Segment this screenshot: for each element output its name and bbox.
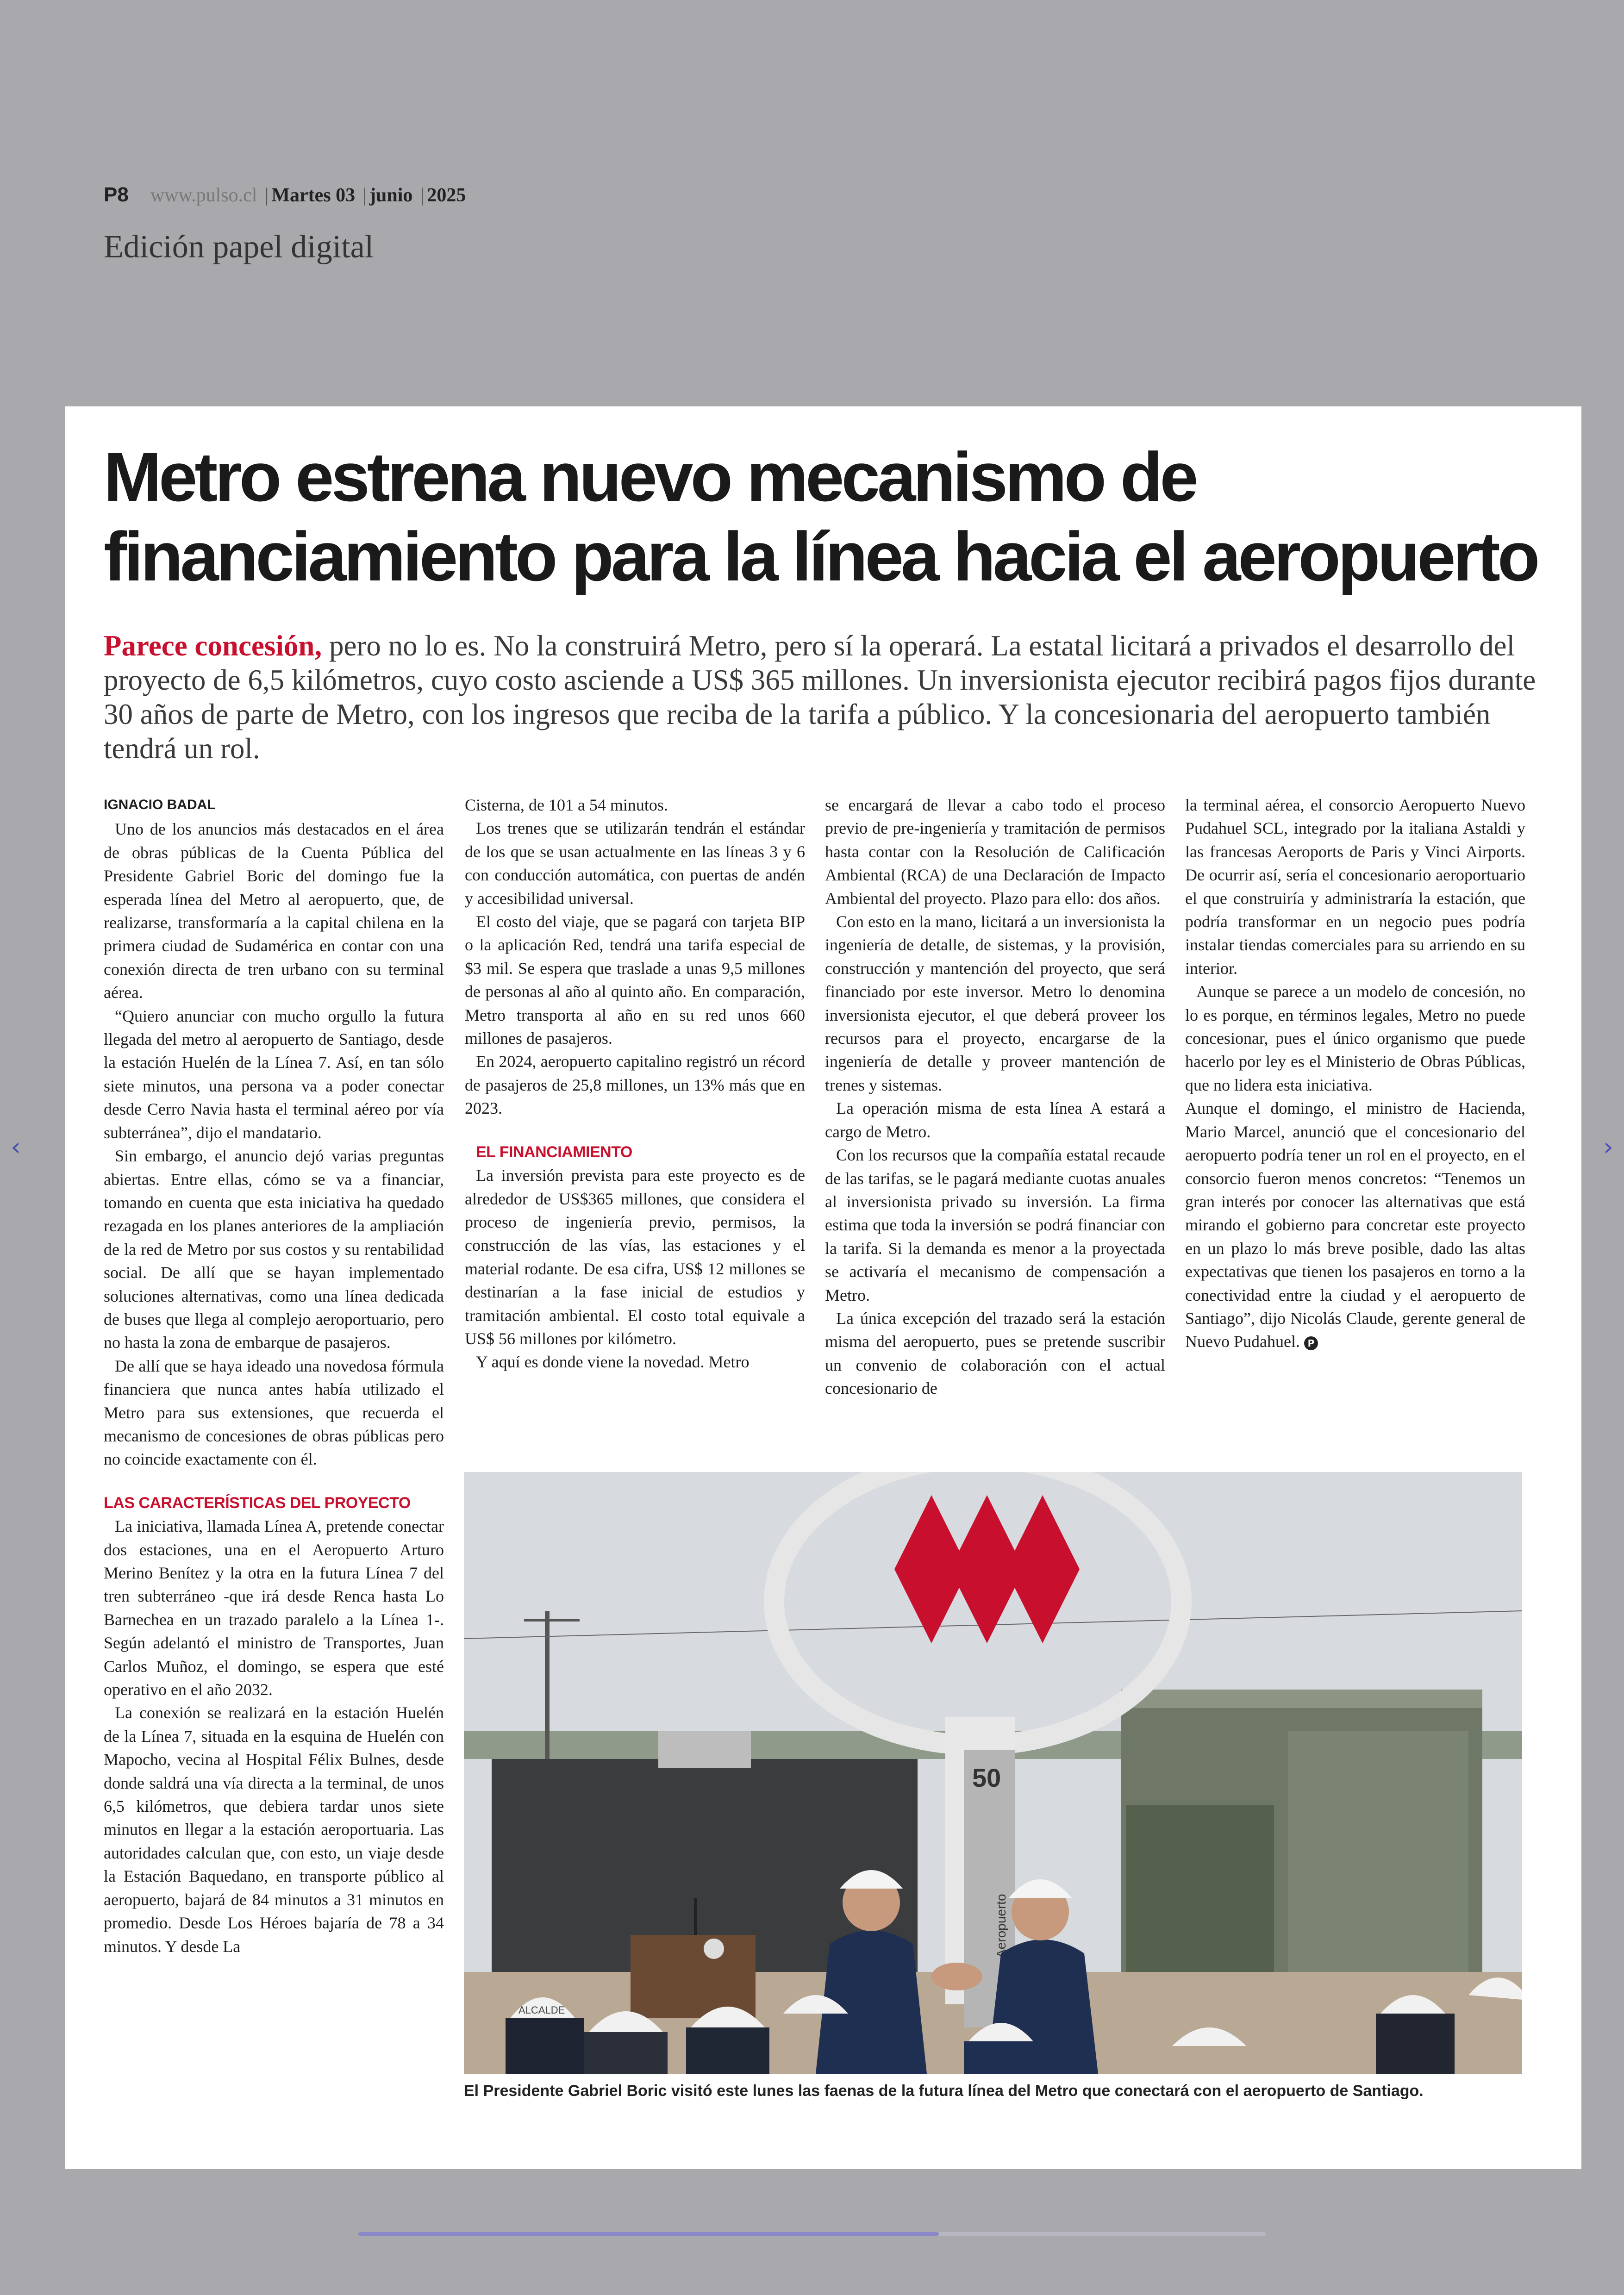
chevron-right-icon[interactable]: › [1603, 1132, 1613, 1161]
deck-lead: Parece concesión, [104, 630, 322, 662]
reading-progress-fill [358, 2232, 939, 2236]
headline: Metro estrena nuevo mecanismo de financiamiento para la línea hacia el aeropuerto [104, 438, 1537, 595]
site-url[interactable]: www.pulso.cl [150, 185, 257, 206]
article-photo [464, 1472, 1522, 2074]
byline: IGNACIO BADAL [104, 797, 216, 812]
photo-caption: El Presidente Gabriel Boric visitó este lunes las faenas de la futura línea del Metro que conectará con el aeropuerto de Santiago. [464, 2082, 1424, 2100]
paragraph: La operación misma de esta línea A estará a cargo de Metro. [825, 1099, 1165, 1141]
paragraph: Aunque el domingo, el ministro de Hacienda, Mario Marcel, anunció que el concesionario del aeropuerto podría tener un rol en el proyecto, en el consorcio fueron menos concretos: “Tenemos un gran interés por conocer las alternativas que está mirando el gobierno para concretar este proyecto en un plazo lo más breve posible, dado las altas expectativas que tienen los pasajeros en torno a la conectividad entre la ciudad y el aeropuerto de Santiago”, dijo Nicolás Claude, gerente general de Nuevo Pudahuel. [1185, 1099, 1525, 1351]
date-month: junio [369, 185, 413, 206]
paragraph: La única excepción del trazado será la estación misma del aeropuerto, pues se pretende suscribir un convenio de colaboración con el actual concesionario de [825, 1309, 1165, 1398]
sign-badge: 50 [972, 1763, 1001, 1792]
page-number: P8 [104, 183, 129, 206]
helmet-label: ALCALDE [518, 2004, 565, 2016]
deck [104, 629, 1543, 766]
paragraph: se encargará de llevar a cabo todo el proceso previo de pre-ingeniería y tramitación de permisos hasta contar con la Resolución de Calificación Ambiental (RCA) de una Declaración de Impacto Ambiental del proyecto. Plazo para ello: dos años. [825, 796, 1165, 908]
paragraph: La inversión prevista para este proyecto es de alrededor de US$365 millones, que considera el proceso de ingeniería previo, permisos, la construcción de las vías, las estaciones y el material rodante. De esa cifra, US$ 12 millones se destinarían a la fase inicial de estudios y tramitación ambiental. El costo total equivale a US$ 56 millones por kilómetro. [465, 1166, 805, 1348]
reading-progress-bar[interactable] [358, 2232, 1266, 2236]
paragraph: El costo del viaje, que se pagará con tarjeta BIP o la aplicación Red, tendrá una tarifa especial de $3 mil. Se espera que traslade a unas 9,5 millones de personas al año al quinto año. En comparación, Metro transporta al año en su red unos 660 millones de pasajeros. [465, 912, 805, 1048]
end-of-article-icon: P [1304, 1336, 1318, 1350]
section-subhead: LAS CARACTERÍSTICAS DEL PROYECTO [104, 1494, 411, 1512]
chevron-left-icon[interactable]: ‹ [11, 1132, 21, 1161]
section-subhead: EL FINANCIAMIENTO [476, 1143, 632, 1161]
newspaper-page [65, 406, 1581, 2169]
paragraph: Uno de los anuncios más destacados en el área de obras públicas de la Cuenta Pública del Presidente Gabriel Boric del domingo fue la esperada línea del Metro al aeropuerto, que, de realizarse, transformaría a la capital chilena en la primera ciudad de Sudamérica en contar con una conexión directa de tren urbano con su terminal aérea. [104, 820, 444, 1002]
photo-illustration [464, 1472, 1522, 2074]
paragraph: Aunque se parece a un modelo de concesión, no lo es porque, en términos legales, Metro no puede concesionar, pues el único organismo que puede hacerlo por ley es el Ministerio de Obras Públicas, que no lidera esta iniciativa. [1185, 982, 1525, 1094]
paragraph: De allí que se haya ideado una novedosa fórmula financiera que nunca antes había utilizado el Metro para sus extensiones, que recuerda el mecanismo de concesiones de obras públicas pero no coincide exactamente con él. [104, 1356, 444, 1469]
date-year: 2025 [427, 185, 466, 206]
page-header: P8 www.pulso.cl | Martes 03 | junio | 2025 [104, 183, 466, 206]
paragraph: Con esto en la mano, licitará a un inversionista la ingeniería de detalle, de sistemas, y la provisión, construcción y mantención del proyecto, que será financiado por este inversor. Metro lo denomina inversionista ejecutor, el que deberá proveer los recursos para el proyecto, encargarse de la ingeniería de detalle y proveer mantención de trenes y sistemas. [825, 912, 1165, 1094]
paragraph: Sin embargo, el anuncio dejó varias preguntas abiertas. Entre ellas, cómo se va a financiar, tomando en cuenta que esta iniciativa ha quedado rezagada en los planes anteriores de la ampliación de la red de Metro por sus costos y su rentabilidad social. De allí que se hayan implementado soluciones alternativas, como una línea dedicada de buses que llega al complejo aeroportuario, pero no hasta la zona de embarque de pasajeros. [104, 1147, 444, 1352]
date-day: Martes 03 [271, 185, 356, 206]
paragraph: La conexión se realizará en la estación Huelén de la Línea 7, situada en la esquina de Huelén con Mapocho, vecina al Hospital Félix Bulnes, desde donde saldrá una vía directa a la terminal, de unos 6,5 kilómetros, que debiera tardar unos siete minutos en llegar a la estación aeroportuaria. Las autoridades calculan que, con esto, un viaje desde la Estación Baquedano, en transporte público al aeropuerto, bajará de 84 minutos a 31 minutos en promedio. Desde Los Héroes bajaría de 78 a 34 minutos. Y desde La [104, 1703, 444, 1956]
column-3 [825, 793, 1165, 1400]
column-4 [1185, 793, 1525, 1353]
paragraph: la terminal aérea, el consorcio Aeropuerto Nuevo Pudahuel SCL, integrado por la italiana Astaldi y las francesas Aeroports de Paris y Vinci Airports. De ocurrir así, sería el concesionario aeroportuario el que construiría y administraría la estación, que podría transformar en un negocio pues podría instalar tiendas comerciales para su arriendo en su interior. [1185, 796, 1525, 978]
edition-label: Edición papel digital [104, 229, 374, 265]
deck-text: pero no lo es. No la construirá Metro, pero sí la operará. La estatal licitará a privados el desarrollo del proyecto de 6,5 kilómetros, cuyo costo asciende a US$ 365 millones. Un inversionista ejecutor recibirá pagos fijos durante 30 años de parte de Metro, con los ingresos que reciba de la tarifa a público. Y la concesionaria del aeropuerto también tendrá un rol. [104, 630, 1536, 765]
paragraph: “Quiero anunciar con mucho orgullo la futura llegada del metro al aeropuerto de Santiago, desde la estación Huelén de la Línea 7. Así, en tan sólo siete minutos, una persona va a poder conectar desde Cerro Navia hasta el terminal aéreo por vía subterránea”, dijo el mandatario. [104, 1006, 444, 1142]
paragraph: Y aquí es donde viene la novedad. Metro [476, 1353, 750, 1372]
column-1 [104, 793, 444, 1958]
sign-label: Aeropuerto [994, 1894, 1008, 1958]
paragraph: La iniciativa, llamada Línea A, pretende conectar dos estaciones, una en el Aeropuerto Arturo Merino Benítez y la otra en la futura Línea 7 del tren subterráneo -que irá desde Renca hasta Lo Barnechea en un trazado paralelo a la Línea 1-. Según adelantó el ministro de Transportes, Juan Carlos Muñoz, el domingo, se espera que esté operativo en el año 2032. [104, 1517, 444, 1699]
paragraph: Los trenes que se utilizarán tendrán el estándar de los que se usan actualmente en las líneas 3 y 6 con conducción automática, con puertas de andén y accesibilidad universal. [465, 819, 805, 908]
paragraph: Cisterna, de 101 a 54 minutos. [465, 796, 668, 814]
paragraph: Con los recursos que la compañía estatal recaude de las tarifas, se le pagará mediante cuotas anuales al inversionista privado su inversión. La firma estima que toda la inversión se podrá financiar con la tarifa. Si la demanda es menor a la proyectada se activaría el mecanismo de compensación a Metro. [825, 1146, 1165, 1304]
paragraph: En 2024, aeropuerto capitalino registró un récord de pasajeros de 25,8 millones, un 13% más que en 2023. [465, 1052, 805, 1118]
column-2 [465, 793, 805, 1374]
